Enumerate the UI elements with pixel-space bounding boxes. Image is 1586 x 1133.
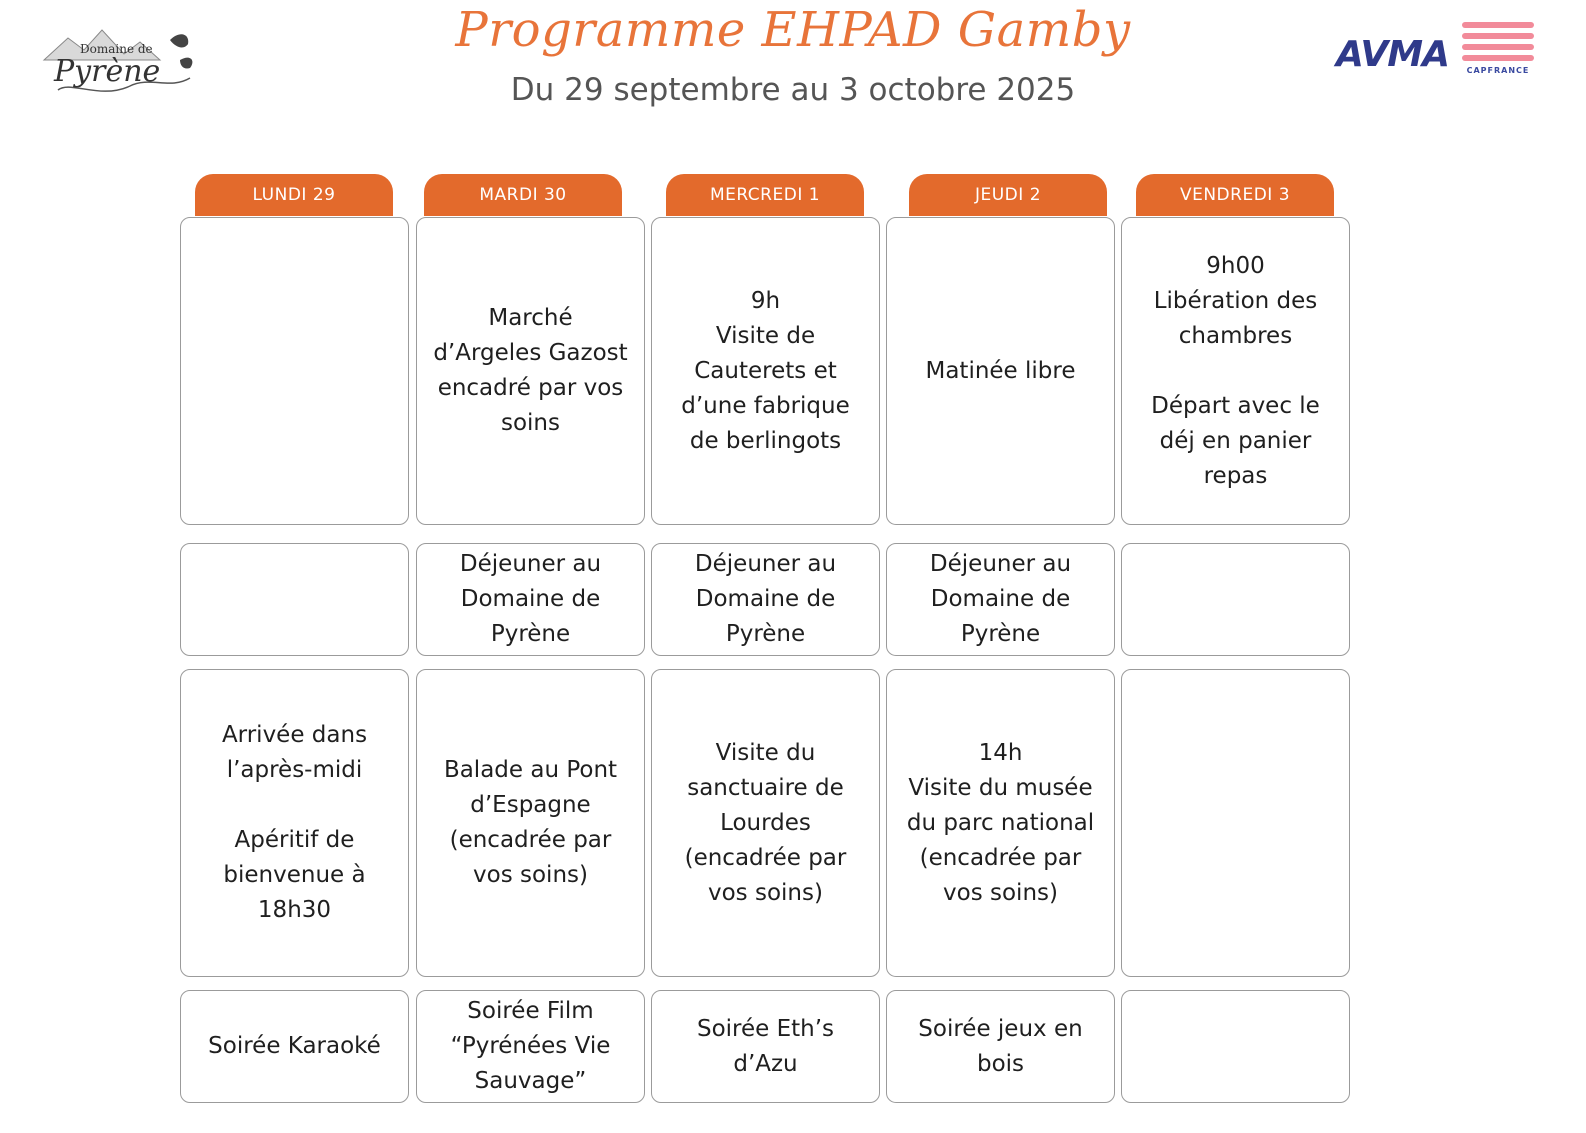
cell-morning-jeudi: Matinée libre: [886, 217, 1115, 525]
capfrance-stripe-icon: [1462, 44, 1534, 50]
capfrance-stripe-icon: [1462, 55, 1534, 61]
capfrance-logo: [1462, 22, 1534, 75]
cell-morning-mercredi: 9h Visite de Cauterets et d’une fabrique de berlingots: [651, 217, 880, 525]
day-tab-mardi: MARDI 30: [424, 174, 622, 216]
cell-lunch-jeudi: Déjeuner au Domaine de Pyrène: [886, 543, 1115, 656]
cell-evening-mercredi: Soirée Eth’s d’Azu: [651, 990, 880, 1103]
cell-evening-jeudi: Soirée jeux en bois: [886, 990, 1115, 1103]
cell-lunch-mardi: Déjeuner au Domaine de Pyrène: [416, 543, 645, 656]
cell-lunch-mercredi: Déjeuner au Domaine de Pyrène: [651, 543, 880, 656]
cell-lunch-lundi: [180, 543, 409, 656]
cell-evening-mardi: Soirée Film “Pyrénées Vie Sauvage”: [416, 990, 645, 1103]
capfrance-label: CAPFRANCE: [1466, 66, 1530, 75]
avma-logo: AVMA: [1336, 34, 1449, 75]
page-subtitle: Du 29 septembre au 3 octobre 2025: [510, 72, 1076, 108]
capfrance-stripe-icon: [1462, 33, 1534, 39]
cell-evening-lundi: Soirée Karaoké: [180, 990, 409, 1103]
cell-afternoon-mardi: Balade au Pont d’Espagne (encadrée par vos soins): [416, 669, 645, 977]
cell-lunch-vendredi: [1121, 543, 1350, 656]
cell-morning-vendredi: 9h00 Libération des chambres Départ avec le déj en panier repas: [1121, 217, 1350, 525]
cell-afternoon-jeudi: 14h Visite du musée du parc national (encadrée par vos soins): [886, 669, 1115, 977]
logo-left-line2: Pyrène: [54, 54, 161, 89]
capfrance-stripe-icon: [1462, 22, 1534, 28]
page-title: Programme EHPAD Gamby: [455, 2, 1131, 58]
cell-evening-vendredi: [1121, 990, 1350, 1103]
cell-afternoon-mercredi: Visite du sanctuaire de Lourdes (encadrée par vos soins): [651, 669, 880, 977]
logo-left-line1: Domaine de: [80, 42, 153, 56]
cell-afternoon-lundi: Arrivée dans l’après-midi Apéritif de bienvenue à 18h30: [180, 669, 409, 977]
day-tab-lundi: LUNDI 29: [195, 174, 393, 216]
day-tab-jeudi: JEUDI 2: [909, 174, 1107, 216]
cell-morning-mardi: Marché d’Argeles Gazost encadré par vos soins: [416, 217, 645, 525]
cell-afternoon-vendredi: [1121, 669, 1350, 977]
cell-morning-lundi: [180, 217, 409, 525]
day-tab-mercredi: MERCREDI 1: [666, 174, 864, 216]
day-tab-vendredi: VENDREDI 3: [1136, 174, 1334, 216]
